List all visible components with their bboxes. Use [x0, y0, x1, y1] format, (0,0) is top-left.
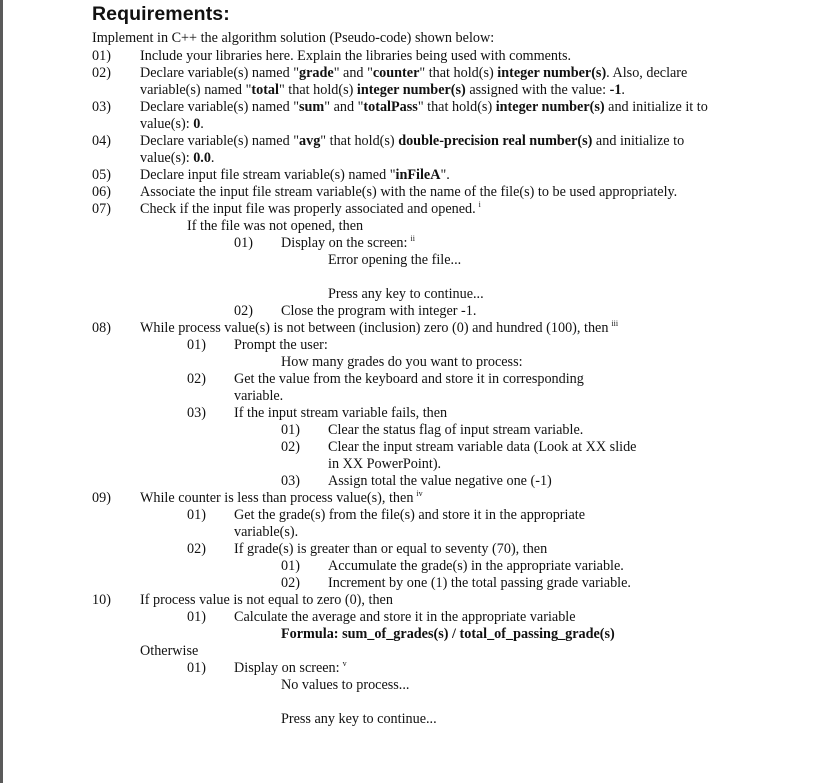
step-text: While process value(s) is not between (inclusion) zero (0) and hundred (100), then $^{iii}$ — [140, 319, 619, 336]
step-number: 06) — [92, 184, 111, 200]
step-number: 02) — [281, 439, 300, 455]
step-text: value(s): 0.0. — [140, 150, 215, 166]
step-number: 10) — [92, 592, 111, 608]
step-number: 01) — [187, 660, 206, 676]
step-number: 08) — [92, 320, 111, 336]
step-text: variable. — [234, 388, 284, 404]
step-number: 01) — [234, 235, 253, 251]
step-text: Press any key to continue... — [281, 711, 437, 727]
step-text: Include your libraries here. Explain the libraries being used with comments. — [140, 48, 572, 64]
step-text: variable(s). — [234, 524, 299, 540]
step-text: Increment by one (1) the total passing grade variable. — [328, 575, 631, 591]
step-text: Error opening the file... — [328, 252, 462, 268]
step-text: If the file was not opened, then — [187, 218, 364, 234]
step-text: Declare variable(s) named "sum" and "totalPass" that hold(s) integer number(s) and initialize it to — [140, 99, 708, 115]
step-text: Calculate the average and store it in the appropriate variable — [234, 609, 576, 625]
step-number: 01) — [281, 558, 300, 574]
step-text: Formula: sum_of_grades(s) / total_of_passing_grade(s) — [281, 626, 615, 642]
step-number: 03) — [281, 473, 300, 489]
step-text: Accumulate the grade(s) in the appropriate variable. — [328, 558, 624, 574]
step-text: If process value is not equal to zero (0), then — [140, 592, 393, 608]
page-edge-bar — [0, 0, 3, 783]
step-number: 02) — [187, 541, 206, 557]
intro-text: Implement in C++ the algorithm solution (Pseudo-code) shown below: — [92, 30, 495, 46]
step-number: 02) — [281, 575, 300, 591]
step-text: If grade(s) is greater than or equal to seventy (70), then — [234, 541, 548, 557]
step-text: Display on screen: $^v$ — [234, 659, 347, 676]
step-number: 05) — [92, 167, 111, 183]
step-text: While counter is less than process value(s), then $^{iv}$ — [140, 489, 423, 506]
step-text: Clear the input stream variable data (Look at XX slide — [328, 439, 637, 455]
step-number: 01) — [187, 337, 206, 353]
step-text: in XX PowerPoint). — [328, 456, 442, 472]
step-text: How many grades do you want to process: — [281, 354, 523, 370]
step-number: 02) — [187, 371, 206, 387]
step-text: Declare input file stream variable(s) named "inFileA". — [140, 167, 450, 183]
step-number: 07) — [92, 201, 111, 217]
step-text: Assign total the value negative one (-1) — [328, 473, 552, 489]
step-text: Check if the input file was properly associated and opened. $^i$ — [140, 200, 481, 217]
step-text: Clear the status flag of input stream variable. — [328, 422, 584, 438]
step-text: Associate the input file stream variable(s) with the name of the file(s) to be used appropriately. — [140, 184, 678, 200]
step-text: Otherwise — [140, 643, 199, 659]
step-text: No values to process... — [281, 677, 410, 693]
step-text: Declare variable(s) named "avg" that hold(s) double-precision real number(s) and initialize to — [140, 133, 685, 149]
step-text: Prompt the user: — [234, 337, 328, 353]
step-number: 01) — [281, 422, 300, 438]
step-text: Declare variable(s) named "grade" and "counter" that hold(s) integer number(s). Also, declare — [140, 65, 688, 81]
step-number: 03) — [187, 405, 206, 421]
step-text: Close the program with integer -1. — [281, 303, 477, 319]
step-text: Display on the screen: $^{ii}$ — [281, 234, 415, 251]
step-number: 02) — [234, 303, 253, 319]
page-title: Requirements: — [92, 3, 230, 25]
step-number: 01) — [187, 609, 206, 625]
step-text: If the input stream variable fails, then — [234, 405, 448, 421]
step-number: 03) — [92, 99, 111, 115]
step-text: variable(s) named "total" that hold(s) integer number(s) assigned with the value: -1. — [140, 82, 625, 98]
step-number: 09) — [92, 490, 111, 506]
step-text: Get the value from the keyboard and store it in corresponding — [234, 371, 584, 387]
step-number: 01) — [187, 507, 206, 523]
step-text: Get the grade(s) from the file(s) and store it in the appropriate — [234, 507, 586, 523]
step-number: 02) — [92, 65, 111, 81]
step-text: value(s): 0. — [140, 116, 204, 132]
step-number: 04) — [92, 133, 111, 149]
step-number: 01) — [92, 48, 111, 64]
step-text: Press any key to continue... — [328, 286, 484, 302]
